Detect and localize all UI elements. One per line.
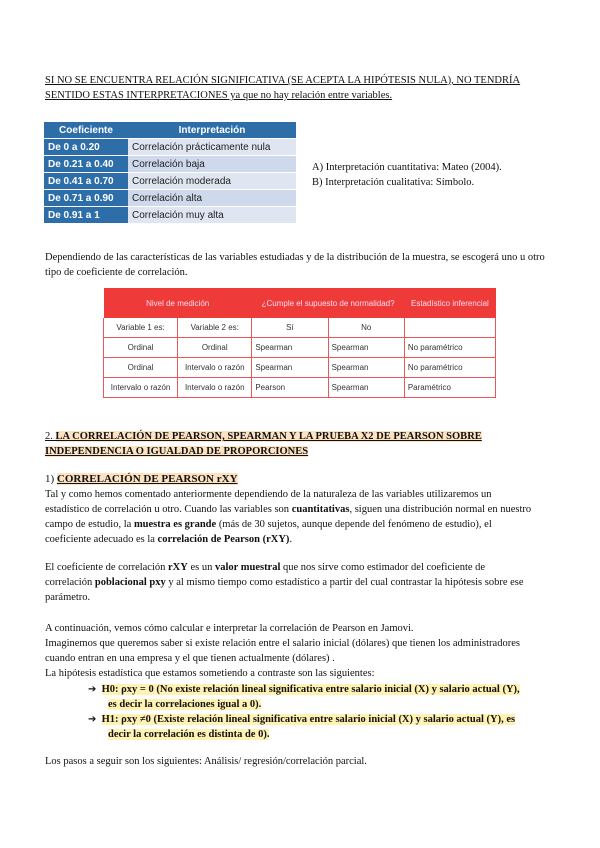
table-row [104, 338, 496, 358]
header-estadistico: Estadístico inferencial [404, 288, 495, 318]
label-cell: Correlación baja [128, 156, 296, 173]
p3-line-3: parámetro. [45, 592, 91, 603]
section-2-title-2: INDEPENDENCIA O IGUALDAD DE PROPORCIONES [45, 446, 309, 457]
label-cell: Correlación muy alta [128, 207, 296, 224]
range-cell: De 0 a 0.20 [44, 139, 128, 156]
note-a: A) Interpretación cuantitativa: Mateo (2004). [312, 162, 502, 173]
cell: Ordinal [104, 358, 178, 378]
p4-line-4: La hipótesis estadística que estamos sometiendo a contraste son las siguientes: [45, 668, 375, 679]
cell: Variable 1 es: [104, 318, 178, 338]
p3-text: y al mismo tiempo como estadístico a partir del cual contrastar la hipótesis sobre ese [165, 577, 524, 588]
table-row [44, 173, 296, 190]
p3-text: El coeficiente de correlación [45, 562, 169, 573]
cell: Variable 2 es: [178, 318, 252, 338]
table-row [44, 156, 296, 173]
p2-text: (más de 30 sujetos, aunque depende del fenómeno de estudio), el [216, 519, 492, 530]
p3-text: correlación [45, 577, 95, 588]
hypothesis-h1 [88, 712, 568, 742]
table-row [44, 139, 296, 156]
p3-line-2 [45, 575, 565, 590]
header-nivel-medicion: Nivel de medición [104, 288, 252, 318]
section-2-heading-line-1 [45, 429, 482, 444]
label-cell: Correlación moderada [128, 173, 296, 190]
intro-line-2-rest: ya que no hay relación entre variables. [227, 90, 393, 101]
section-2-title-1: LA CORRELACIÓN DE PEARSON, SPEARMAN Y LA PRUEBA X2 DE PEARSON SOBRE [55, 431, 482, 442]
cell: Intervalo o razón [104, 378, 178, 398]
cell: No paramétrico [404, 358, 495, 378]
paragraph-pearson-intro [45, 487, 565, 547]
paragraph-jamovi [45, 621, 575, 681]
p4-line-2: Imaginemos que queremos saber si existe relación entre el salario inicial (dólares) que tienen los administradores [45, 638, 520, 649]
interpretation-table [44, 122, 296, 223]
subsection-1-heading [45, 471, 238, 487]
cell: Sí [252, 318, 328, 338]
intro-line-1: SI NO SE ENCUENTRA RELACIÓN SIGNIFICATIVA (SE ACEPTA LA HIPÓTESIS NULA), NO TENDRÍA [45, 75, 521, 86]
p2-line-2 [45, 502, 565, 517]
cell: Spearman [328, 338, 404, 358]
subsection-1-number: 1) [45, 473, 57, 485]
cell: Spearman [328, 358, 404, 378]
cell: No [328, 318, 404, 338]
p3-bold: poblacional pxy [94, 577, 166, 588]
p2-text: coeficiente adecuado es la [45, 534, 158, 545]
note-b: B) Interpretación cualitativa: Símbolo. [312, 177, 475, 188]
hypothesis-h0 [88, 682, 568, 712]
p2-bold: muestra es grande [133, 519, 217, 530]
header-interpretacion: Interpretación [128, 122, 296, 139]
section-2-heading-line-2 [45, 444, 308, 459]
cell: Intervalo o razón [178, 358, 252, 378]
p2-text: estadístico de correlación u otro. Cuando las variables son [45, 504, 292, 515]
header-coeficiente: Coeficiente [44, 122, 128, 139]
subsection-1-title: CORRELACIÓN DE PEARSON rXY [56, 473, 238, 485]
cell: No paramétrico [404, 338, 495, 358]
cell: Ordinal [104, 338, 178, 358]
p2-bold: correlación de Pearson (rXY) [157, 534, 290, 545]
range-cell: De 0.91 a 1 [44, 207, 128, 224]
cell: Spearman [328, 378, 404, 398]
paragraph-steps: Los pasos a seguir son los siguientes: Análisis/ regresión/correlación parcial. [45, 756, 367, 767]
cell: Paramétrico [404, 378, 495, 398]
p3-text: es un [187, 562, 215, 573]
section-2-number: 2. [45, 431, 56, 442]
p4-line-3: cuando entran en una empresa y el que tienen actualmente (dólares) . [45, 653, 335, 664]
arrow-icon: ➔ [88, 714, 97, 725]
p3-line-1 [45, 560, 565, 575]
label-cell: Correlación alta [128, 190, 296, 207]
p3-bold: rXY [168, 562, 188, 573]
p2-text: . [289, 534, 293, 545]
intro-line-2-underlined: SENTIDO ESTAS INTERPRETACIONES [45, 90, 228, 101]
h0-text-cont: es decir la correlaciones igual a 0). [108, 699, 262, 710]
table-row [104, 318, 496, 338]
table-row [44, 207, 296, 224]
p2-text: campo de estudio, la [45, 519, 134, 530]
cell: Spearman [252, 358, 328, 378]
statistics-table [103, 288, 496, 398]
p4-line-1: A continuación, vemos cómo calcular e interpretar la correlación de Pearson en Jamovi. [45, 623, 414, 634]
cell [404, 318, 495, 338]
range-cell: De 0.41 a 0.70 [44, 173, 128, 190]
p3-bold: valor muestral [214, 562, 281, 573]
paragraph-coefficient-choice: Dependiendo de las características de las variables estudiadas y de la distribución de la muestra, se escogerá uno u otro tipo de coeficiente de correlación. [45, 252, 545, 278]
p2-line-1: Tal y como hemos comentado anteriormente dependiendo de la naturaleza de las variables utilizaremos un [45, 489, 492, 500]
arrow-icon: ➔ [88, 684, 97, 695]
p2-text: , siguen una distribución normal en nuestro [349, 504, 532, 515]
p3-text: que nos sirve como estimador del coeficiente de [280, 562, 486, 573]
table-row [104, 378, 496, 398]
cell: Pearson [252, 378, 328, 398]
p2-line-3 [45, 517, 565, 532]
table-row [104, 358, 496, 378]
header-normalidad: ¿Cumple el supuesto de normalidad? [252, 288, 405, 318]
label-cell: Correlación prácticamente nula [128, 139, 296, 156]
range-cell: De 0.71 a 0.90 [44, 190, 128, 207]
intro-line-2 [45, 88, 565, 103]
cell: Spearman [252, 338, 328, 358]
p2-line-4 [45, 532, 565, 547]
cell: Intervalo o razón [178, 378, 252, 398]
cell: Ordinal [178, 338, 252, 358]
range-cell: De 0.21 a 0.40 [44, 156, 128, 173]
h0-text: H0: ρxy = 0 (No existe relación lineal significativa entre salario inicial (X) y salario actual (Y), [101, 684, 520, 695]
p2-bold: cuantitativas [291, 504, 350, 515]
h1-text-cont: decir la correlación es distinta de 0). [108, 729, 270, 740]
h1-text: H1: ρxy ≠0 (Existe relación lineal significativa entre salario inicial (X) y salario actual (Y), es [101, 714, 516, 725]
table-row [44, 190, 296, 207]
paragraph-rxy [45, 560, 565, 605]
